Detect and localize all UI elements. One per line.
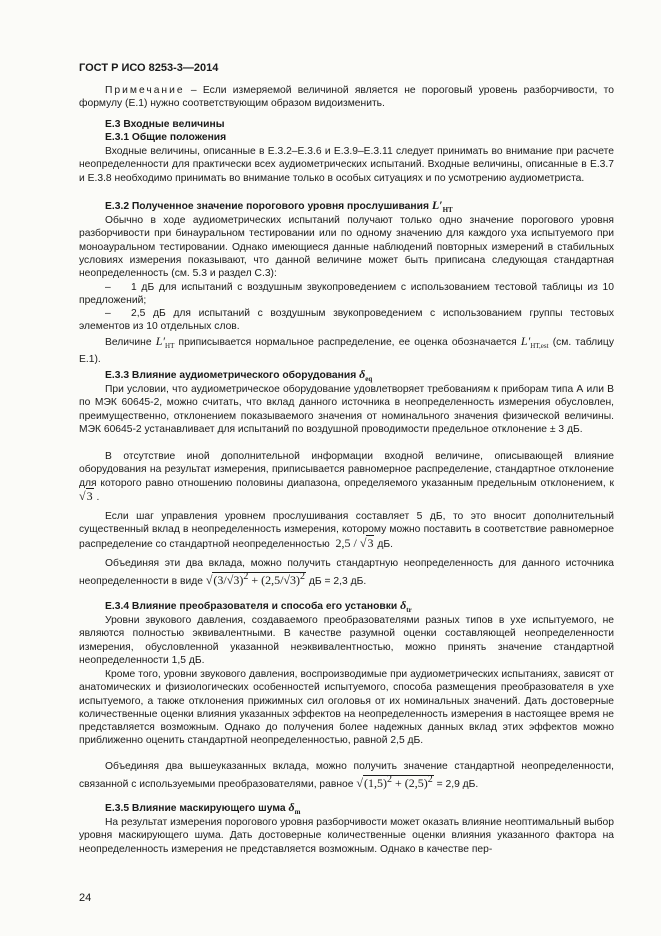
sqrt3-formula: √3 [79, 488, 93, 503]
e33-p4-a: Объединяя эти два вклада, можно получить стандартную неопределенность для данного источника неопределенности в виде [79, 558, 614, 588]
e32-list-item-2 [79, 307, 614, 334]
lht-symbol [432, 198, 453, 212]
delta-tr-sub: tr [406, 606, 412, 614]
delta-tr-symbol [400, 598, 412, 612]
delta-m-main: δ [288, 800, 295, 814]
delta-tr-main: δ [400, 598, 407, 612]
e34-paragraph-1: Уровни звукового давления, создаваемого преобразователями разных типов в ухе испытуемого, не являются полностью эквивалентными. В качестве разумной оценки составляющей неопределенности измерения, обусловленной указанной неэквивалентностью, можно принять значение стандартной неопределенности 1,5 дБ. [79, 615, 614, 666]
e33-title-text: Е.3.3 Влияние аудиометрического оборудования [105, 370, 357, 381]
e32-p2-c: (см. таблицу Е.1). [79, 337, 614, 366]
list-dash: – [105, 308, 111, 319]
note-label: Примечание [105, 85, 185, 96]
e34-paragraph-3 [79, 760, 614, 792]
combined-transducer-formula: $√(1,5)^2 + (2,5)^2$ [356, 774, 433, 791]
combined-equipment-formula: $√(3/√3)^2 + (2,5/√3)^2$ [205, 571, 306, 588]
e34-paragraph-2: Кроме того, уровни звукового давления, воспроизводимые при аудиометрических испытаниях, зависят от анатомических и физиологических особенностей испытуемого, способа размещения преобразователя в ухе испытуемого, а также отклонения прижимных сил оголовья от их номинальных значений. Дать достоверные количественные оценки влияния указанных эффектов на неопределенность измерения в настоящее время не представляется возможным. Однако до получения более надежных данных вклад этих эффектов можно приближенно оценить стандартной неопределенностью, равной 2,5 дБ. [79, 669, 614, 747]
e32-item-2-text: 2,5 дБ для испытаний с воздушным звукопроведением с использованием группы тестовых элементов из 10 отдельных слов. [79, 308, 614, 333]
lht-symbol-main: L′ [431, 198, 443, 212]
e32-p2-b: приписывается нормальное распределение, ее оценка обозначается [178, 337, 517, 348]
e32-title-text: Е.3.2 Полученное значение порогового уровня прослушивания [105, 201, 429, 212]
e33-p2-text: В отсутствие иной дополнительной информации входной величине, описывающей влияние оборудования на результат измерения, приписывается равномерное распределение, стандартное отклонение для которого равно отношению половины диапазона, определяемого указанным предельным отклонением, к [79, 451, 614, 489]
e35-paragraph-1: На результат измерения порогового уровня разборчивости может оказать влияние неоптимальный выбор уровня маскирующего шума. Дать достоверные количественные оценки влияния указанного фактора на неопределенность измерения не представляется возможным. Однако в качестве пер- [79, 817, 614, 855]
page-number: 24 [79, 892, 92, 904]
lht-inline-main: L′ [155, 334, 166, 348]
delta-m-symbol [288, 800, 300, 814]
delta-eq-symbol [359, 367, 372, 381]
e34-p3-a: Объединяя два вышеуказанных вклада, можно получить значение стандартной неопределенности, связанной с используемыми преобразователями, равное [79, 761, 614, 791]
note-text: – Если измеряемой величиной является не пороговый уровень разборчивости, то формулу (Е.1) нужно соответствующим образом видоизменить. [79, 85, 614, 110]
e34-p3-b: = 2,9 дБ. [436, 779, 479, 791]
delta-eq-main: δ [359, 367, 366, 381]
e33-p4-b: дБ = 2,3 дБ. [308, 576, 367, 588]
e33-p3-text: Если шаг управления уровнем прослушивания составляет 5 дБ, то это вносит дополнительный существенный вклад в неопределенность измерения, которому можно поставить в соответствие равномерное распределение со стандартной неопределенностью [79, 511, 614, 550]
lht-est-sub: HT,est [530, 342, 549, 350]
section-e3-title: Е.3 Входные величины [105, 119, 225, 130]
e33-paragraph-1: При условии, что аудиометрическое оборудование удовлетворяет требованиям к приборам типа А или В по МЭК 60645-2, можно считать, что вклад данного источника в неопределенность измерения обусловлен, преимущественно, отклонением показываемого значения от номинального значения физической величины. МЭК 60645-2 устанавливает для испытаний по воздушной проводимости предельное отклонение ± 3 дБ. [79, 384, 614, 435]
section-e31-title: Е.3.1 Общие положения [105, 132, 227, 143]
lht-est-main: L′ [520, 334, 531, 348]
e32-paragraph-2 [79, 335, 614, 367]
e32-list-item-1 [79, 281, 614, 308]
lht-inline-sub: HT [165, 342, 175, 350]
document-header: ГОСТ Р ИСО 8253-3—2014 [79, 62, 219, 74]
e32-paragraph-1: Обычно в ходе аудиометрических испытаний получают только одно значение порогового уровня разборчивости при бинауральном тестировании или по одному значению для каждого уха испытуемого при моноауральном тестировании. Однако имеющиеся данные наблюдений повторных измерений в стабильных условиях измерения показывают, что данной величине может быть приписана следующая стандартная неопределенность (см. 5.3 и раздел С.3): [79, 215, 614, 280]
delta-eq-sub: eq [365, 375, 373, 383]
e33-paragraph-2: В отсутствие иной дополнительной информации входной величине, описывающей влияние оборудования на результат измерения, приписывается равномерное распределение, стандартное отклонение для которого равно отношению половины диапазона, определяемого указанным предельным отклонением, к √3 . [79, 451, 614, 503]
lht-est-inline [521, 334, 549, 348]
e33-paragraph-3 [79, 510, 614, 551]
equipment-step-formula: 2,5 / √3 [332, 535, 374, 550]
e33-paragraph-4 [79, 557, 614, 589]
lht-inline [156, 334, 175, 348]
lht-symbol-sub: HT [442, 206, 453, 214]
e32-item-1-text: 1 дБ для испытаний с воздушным звукопроведением с использованием тестовой таблицы из 10 предложений; [79, 282, 614, 307]
e33-p3-unit: дБ. [377, 538, 393, 550]
e35-title-text: Е.3.5 Влияние маскирующего шума [105, 803, 286, 814]
e34-title-text: Е.3.4 Влияние преобразователя и способа его установки [105, 601, 398, 612]
list-dash: – [105, 282, 111, 293]
e32-p2-a: Величине [105, 337, 152, 348]
delta-m-sub: m [294, 808, 301, 816]
e31-paragraph: Входные величины, описанные в Е.3.2–Е.3.6 и Е.3.9–Е.3.11 следует принимать во внимание при расчете неопределенности для практически всех аудиометрических испытаний. Входные величины, описанные в Е.3.7 и Е.3.8 необходимо принимать во внимание только в особых ситуациях и по усмотрению аудиометриста. [79, 146, 614, 184]
note-paragraph [79, 84, 614, 111]
